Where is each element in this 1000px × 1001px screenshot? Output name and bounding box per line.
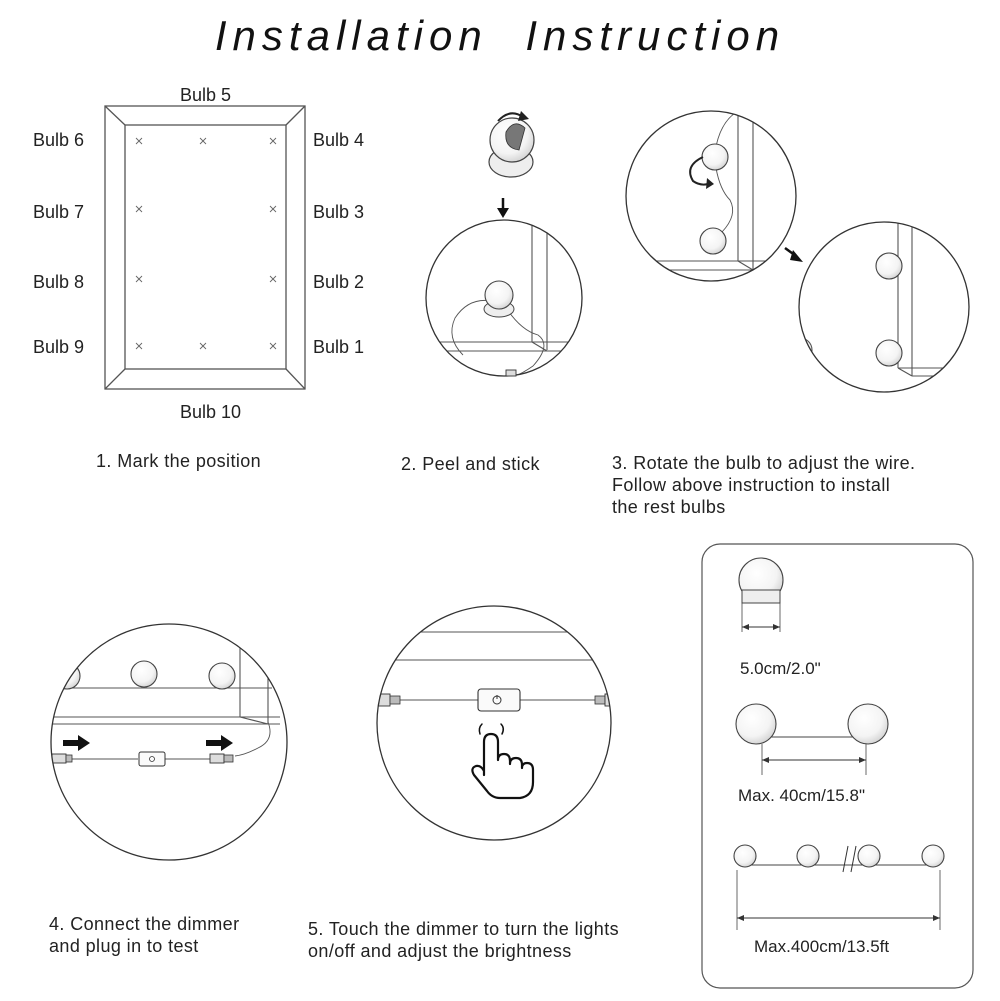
bulb-label-2: Bulb 2: [313, 272, 365, 292]
max-spacing-label: Max. 40cm/15.8": [738, 786, 865, 805]
step-4-caption: 4. Connect the dimmer and plug in to test: [49, 914, 240, 956]
spacing-figure: [736, 704, 888, 775]
mark: [270, 343, 276, 349]
bulb-label-7: Bulb 7: [33, 202, 85, 222]
step-5-caption: 5. Touch the dimmer to turn the lights on/off and adjust the brightness: [308, 919, 620, 961]
mark: [200, 138, 206, 144]
dimmer-detail-circle: [374, 606, 619, 840]
dimension-panel: [702, 544, 973, 988]
down-arrow: [497, 198, 509, 218]
bulb-label-9: Bulb 9: [33, 337, 85, 357]
installed-detail-circle: [788, 222, 970, 392]
bulb-label-8: Bulb 8: [33, 272, 85, 292]
mirror-frame: [105, 106, 305, 389]
mark: [136, 138, 142, 144]
total-length-figure: [734, 845, 944, 930]
bulb-label-10: Bulb 10: [180, 402, 242, 422]
stick-detail-circle: [426, 220, 582, 377]
plug-arrow-right: [206, 735, 233, 751]
mark: [136, 276, 142, 282]
connect-detail-circle: [50, 624, 287, 860]
mark: [136, 206, 142, 212]
bulb-diameter-figure: [739, 558, 783, 632]
bulb-label-3: Bulb 3: [313, 202, 365, 222]
page-title: Installation Instruction: [214, 12, 786, 59]
bulb-label-6: Bulb 6: [33, 130, 85, 150]
mark: [270, 138, 276, 144]
bulb-diameter-label: 5.0cm/2.0": [740, 659, 821, 678]
step-2-caption: 2. Peel and stick: [401, 454, 540, 474]
mark: [200, 343, 206, 349]
bulb-label-1: Bulb 1: [313, 337, 365, 357]
mark: [270, 276, 276, 282]
step-3-caption: 3. Rotate the bulb to adjust the wire. Follow above instruction to install the rest bulbs: [612, 453, 916, 517]
mark: [270, 206, 276, 212]
step-1-caption: 1. Mark the position: [96, 451, 262, 471]
max-total-label: Max.400cm/13.5ft: [754, 937, 890, 956]
peel-bulb-illustration: [489, 111, 534, 177]
bulb-position-marks: [136, 138, 276, 349]
rotate-detail-circle: [626, 110, 800, 281]
bulb-label-5: Bulb 5: [180, 85, 232, 105]
touch-hand-icon: [472, 724, 533, 798]
right-down-arrow: [785, 248, 803, 262]
bulb-label-4: Bulb 4: [313, 130, 365, 150]
plug-arrow-left: [63, 735, 90, 751]
mark: [136, 343, 142, 349]
